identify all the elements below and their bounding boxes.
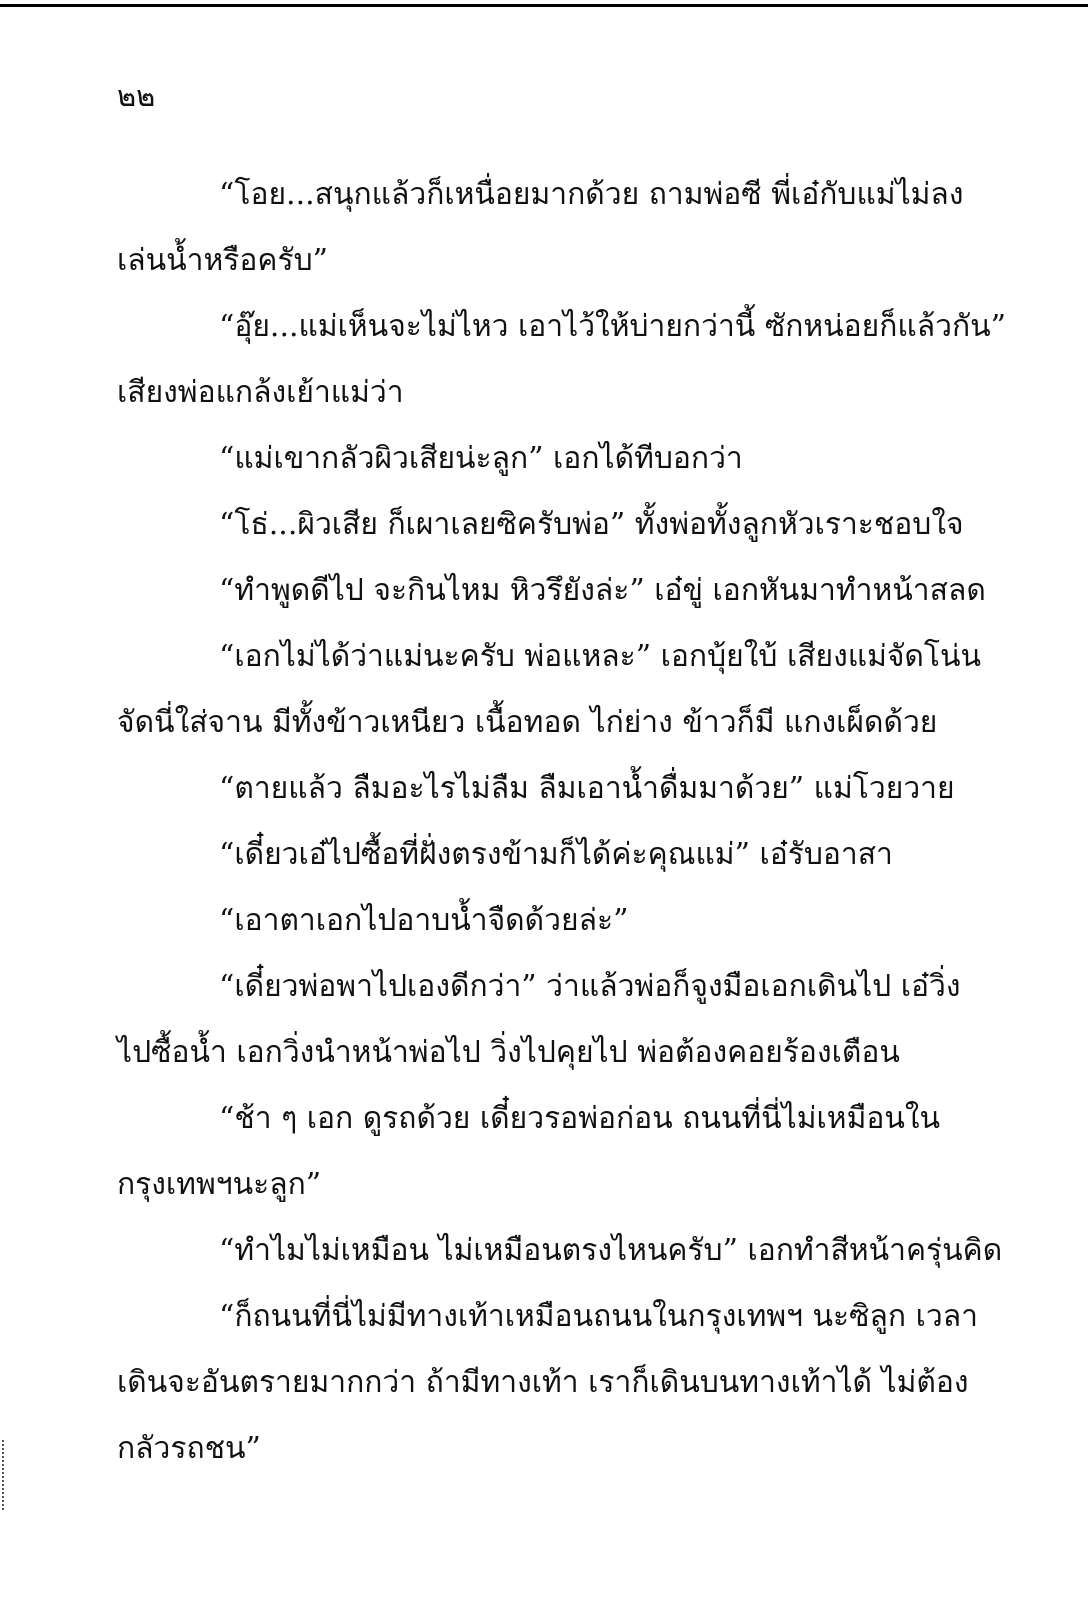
scan-edge-mark (2, 1440, 6, 1510)
paragraph: “แม่เขากลัวผิวเสียน่ะลูก” เอกได้ทีบอกว่า (219, 441, 743, 476)
paragraph: “เดี๋ยวเอ๋ไปซื้อที่ฝั่งตรงข้ามก็ได้ค่ะคุณแม่” เอ๋รับอาสา (219, 837, 893, 872)
paragraph: “โอย...สนุกแล้วก็เหนื่อยมากด้วย ถามพ่อซี พี่เอ๋กับแม่ไม่ลง เล่นน้ำหรือครับ” (117, 177, 964, 278)
paragraph: “โธ่...ผิวเสีย ก็เผาเลยซิครับพ่อ” ทั้งพ่อทั้งลูกหัวเราะชอบใจ (219, 507, 964, 542)
top-border-line (0, 4, 1088, 7)
paragraph: “ช้า ๆ เอก ดูรถด้วย เดี๋ยวรอพ่อก่อน ถนนที่นี่ไม่เหมือนใน กรุงเทพฯนะลูก” (117, 1101, 941, 1202)
story-text (117, 162, 1055, 1482)
paragraph: “อุ๊ย...แม่เห็นจะไม่ไหว เอาไว้ให้บ่ายกว่านี้ ซักหน่อยก็แล้วกัน” เสียงพ่อแกล้งเย้าแม่ว่า (117, 309, 1006, 410)
paragraph: “ก็ถนนที่นี่ไม่มีทางเท้าเหมือนถนนในกรุงเทพฯ นะซิลูก เวลา เดินจะอันตรายมากกว่า ถ้ามีทางเท้า เราก็เดินบนทางเท้าได้ ไม่ต้อง กลัวรถชน” (117, 1299, 978, 1466)
paragraph: “เดี๋ยวพ่อพาไปเองดีกว่า” ว่าแล้วพ่อก็จูงมือเอกเดินไป เอ๋วิ่ง ไปซื้อน้ำ เอกวิ่งนำหน้าพ่อไป วิ่งไปคุยไป พ่อต้องคอยร้องเตือน (117, 969, 961, 1070)
page-number: ๒๒ (117, 79, 156, 113)
paragraph: “ตายแล้ว ลืมอะไรไม่ลืม ลืมเอาน้ำดื่มมาด้วย” แม่โวยวาย (219, 771, 955, 806)
paragraph: “ทำพูดดีไป จะกินไหม หิวรึยังล่ะ” เอ๋ขู่ เอกหันมาทำหน้าสลด (219, 573, 986, 608)
paragraph: “เอกไม่ได้ว่าแม่นะครับ พ่อแหละ” เอกบุ้ยใบ้ เสียงแม่จัดโน่น จัดนี่ใส่จาน มีทั้งข้าวเหนียว เนื้อทอด ไก่ย่าง ข้าวก็มี แกงเผ็ดด้วย (117, 639, 982, 740)
paragraph: “เอาตาเอกไปอาบน้ำจืดด้วยล่ะ” (219, 903, 629, 938)
paragraph: “ทำไมไม่เหมือน ไม่เหมือนตรงไหนครับ” เอกทำสีหน้าครุ่นคิด (219, 1233, 1003, 1268)
